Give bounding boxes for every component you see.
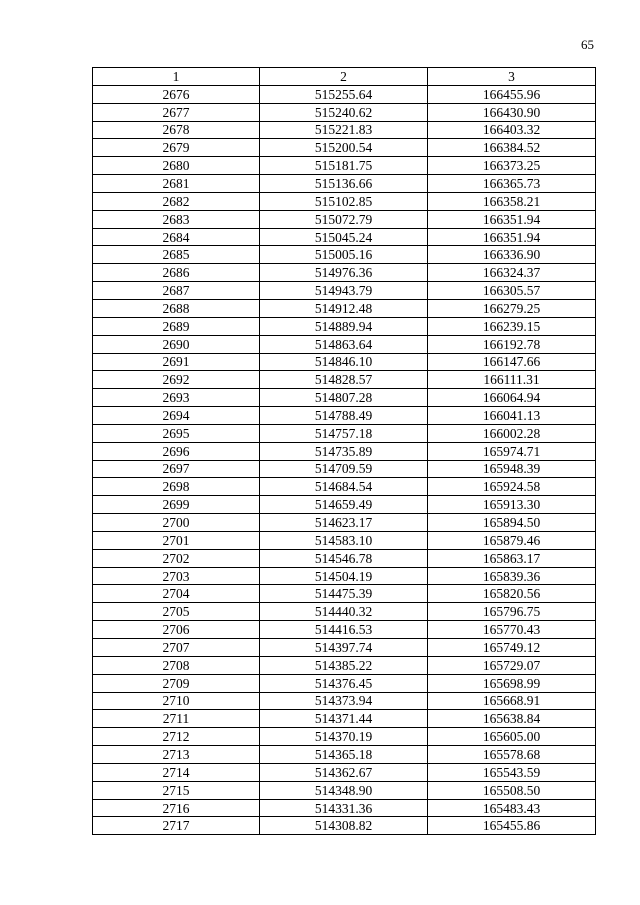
table-row — [93, 603, 596, 621]
x-coordinate-cell: 514362.67 — [260, 763, 428, 781]
y-coordinate-cell: 165913.30 — [428, 496, 596, 514]
y-coordinate-cell: 166351.94 — [428, 228, 596, 246]
table-row — [93, 264, 596, 282]
x-coordinate-cell: 514546.78 — [260, 549, 428, 567]
x-coordinate-cell: 514331.36 — [260, 799, 428, 817]
table-row — [93, 121, 596, 139]
table-header-row — [93, 68, 596, 86]
table-row — [93, 353, 596, 371]
table-row — [93, 103, 596, 121]
y-coordinate-cell: 165543.59 — [428, 763, 596, 781]
y-coordinate-cell: 165508.50 — [428, 781, 596, 799]
y-coordinate-cell: 165698.99 — [428, 674, 596, 692]
table-row — [93, 85, 596, 103]
x-coordinate-cell: 514735.89 — [260, 442, 428, 460]
x-coordinate-cell: 514912.48 — [260, 299, 428, 317]
y-coordinate-cell: 165863.17 — [428, 549, 596, 567]
x-coordinate-cell: 514365.18 — [260, 746, 428, 764]
point-number-cell: 2693 — [93, 389, 260, 407]
x-coordinate-cell: 514475.39 — [260, 585, 428, 603]
point-number-cell: 2692 — [93, 371, 260, 389]
point-number-cell: 2688 — [93, 299, 260, 317]
x-coordinate-cell: 514889.94 — [260, 317, 428, 335]
point-number-cell: 2681 — [93, 175, 260, 193]
point-number-cell: 2690 — [93, 335, 260, 353]
x-coordinate-cell: 514684.54 — [260, 478, 428, 496]
table-row — [93, 157, 596, 175]
x-coordinate-cell: 514863.64 — [260, 335, 428, 353]
page-number: 65 — [581, 37, 594, 52]
table-row — [93, 567, 596, 585]
table-row — [93, 728, 596, 746]
y-coordinate-cell: 165894.50 — [428, 514, 596, 532]
table-row — [93, 496, 596, 514]
x-coordinate-cell: 515005.16 — [260, 246, 428, 264]
x-coordinate-cell: 514976.36 — [260, 264, 428, 282]
point-number-cell: 2709 — [93, 674, 260, 692]
y-coordinate-cell: 165820.56 — [428, 585, 596, 603]
x-coordinate-cell: 515072.79 — [260, 210, 428, 228]
point-number-cell: 2713 — [93, 746, 260, 764]
table-row — [93, 656, 596, 674]
point-number-cell: 2677 — [93, 103, 260, 121]
x-coordinate-cell: 514370.19 — [260, 728, 428, 746]
y-coordinate-cell: 165729.07 — [428, 656, 596, 674]
table-row — [93, 781, 596, 799]
table-row — [93, 514, 596, 532]
table-row — [93, 799, 596, 817]
y-coordinate-cell: 165455.86 — [428, 817, 596, 835]
coordinates-table-container — [92, 67, 595, 835]
point-number-cell: 2705 — [93, 603, 260, 621]
point-number-cell: 2715 — [93, 781, 260, 799]
table-row — [93, 710, 596, 728]
y-coordinate-cell: 166305.57 — [428, 282, 596, 300]
x-coordinate-cell: 515200.54 — [260, 139, 428, 157]
x-coordinate-cell: 514709.59 — [260, 460, 428, 478]
table-body — [93, 85, 596, 834]
table-row — [93, 424, 596, 442]
x-coordinate-cell: 514308.82 — [260, 817, 428, 835]
table-row — [93, 407, 596, 425]
x-coordinate-cell: 514623.17 — [260, 514, 428, 532]
x-coordinate-cell: 514397.74 — [260, 639, 428, 657]
x-coordinate-cell: 514828.57 — [260, 371, 428, 389]
table-row — [93, 299, 596, 317]
point-number-cell: 2685 — [93, 246, 260, 264]
point-number-cell: 2697 — [93, 460, 260, 478]
table-row — [93, 210, 596, 228]
point-number-cell: 2711 — [93, 710, 260, 728]
table-row — [93, 371, 596, 389]
y-coordinate-cell: 166064.94 — [428, 389, 596, 407]
point-number-cell: 2712 — [93, 728, 260, 746]
point-number-cell: 2678 — [93, 121, 260, 139]
column-header-3: 3 — [428, 68, 596, 86]
table-row — [93, 282, 596, 300]
x-coordinate-cell: 515240.62 — [260, 103, 428, 121]
y-coordinate-cell: 166358.21 — [428, 192, 596, 210]
y-coordinate-cell: 165839.36 — [428, 567, 596, 585]
point-number-cell: 2704 — [93, 585, 260, 603]
y-coordinate-cell: 166365.73 — [428, 175, 596, 193]
point-number-cell: 2686 — [93, 264, 260, 282]
point-number-cell: 2680 — [93, 157, 260, 175]
table-row — [93, 746, 596, 764]
table-row — [93, 478, 596, 496]
x-coordinate-cell: 515181.75 — [260, 157, 428, 175]
table-row — [93, 442, 596, 460]
y-coordinate-cell: 166336.90 — [428, 246, 596, 264]
point-number-cell: 2687 — [93, 282, 260, 300]
point-number-cell: 2700 — [93, 514, 260, 532]
x-coordinate-cell: 514659.49 — [260, 496, 428, 514]
table-row — [93, 674, 596, 692]
x-coordinate-cell: 514385.22 — [260, 656, 428, 674]
y-coordinate-cell: 165924.58 — [428, 478, 596, 496]
point-number-cell: 2717 — [93, 817, 260, 835]
point-number-cell: 2708 — [93, 656, 260, 674]
y-coordinate-cell: 165879.46 — [428, 531, 596, 549]
x-coordinate-cell: 514373.94 — [260, 692, 428, 710]
y-coordinate-cell: 166002.28 — [428, 424, 596, 442]
point-number-cell: 2716 — [93, 799, 260, 817]
point-number-cell: 2689 — [93, 317, 260, 335]
point-number-cell: 2714 — [93, 763, 260, 781]
point-number-cell: 2701 — [93, 531, 260, 549]
x-coordinate-cell: 514376.45 — [260, 674, 428, 692]
y-coordinate-cell: 165578.68 — [428, 746, 596, 764]
table-row — [93, 246, 596, 264]
point-number-cell: 2679 — [93, 139, 260, 157]
x-coordinate-cell: 515045.24 — [260, 228, 428, 246]
table-row — [93, 228, 596, 246]
y-coordinate-cell: 165749.12 — [428, 639, 596, 657]
y-coordinate-cell: 166324.37 — [428, 264, 596, 282]
y-coordinate-cell: 166455.96 — [428, 85, 596, 103]
point-number-cell: 2702 — [93, 549, 260, 567]
x-coordinate-cell: 514943.79 — [260, 282, 428, 300]
y-coordinate-cell: 165483.43 — [428, 799, 596, 817]
point-number-cell: 2691 — [93, 353, 260, 371]
y-coordinate-cell: 166279.25 — [428, 299, 596, 317]
y-coordinate-cell: 165605.00 — [428, 728, 596, 746]
x-coordinate-cell: 514440.32 — [260, 603, 428, 621]
y-coordinate-cell: 166430.90 — [428, 103, 596, 121]
table-row — [93, 335, 596, 353]
y-coordinate-cell: 165668.91 — [428, 692, 596, 710]
y-coordinate-cell: 166147.66 — [428, 353, 596, 371]
point-number-cell: 2676 — [93, 85, 260, 103]
y-coordinate-cell: 166239.15 — [428, 317, 596, 335]
x-coordinate-cell: 515221.83 — [260, 121, 428, 139]
x-coordinate-cell: 514788.49 — [260, 407, 428, 425]
y-coordinate-cell: 165770.43 — [428, 621, 596, 639]
column-header-1: 1 — [93, 68, 260, 86]
y-coordinate-cell: 165638.84 — [428, 710, 596, 728]
x-coordinate-cell: 515255.64 — [260, 85, 428, 103]
x-coordinate-cell: 514757.18 — [260, 424, 428, 442]
point-number-cell: 2698 — [93, 478, 260, 496]
table-row — [93, 621, 596, 639]
column-header-2: 2 — [260, 68, 428, 86]
point-number-cell: 2706 — [93, 621, 260, 639]
y-coordinate-cell: 166192.78 — [428, 335, 596, 353]
table-row — [93, 192, 596, 210]
table-row — [93, 139, 596, 157]
table-row — [93, 817, 596, 835]
point-number-cell: 2696 — [93, 442, 260, 460]
table-row — [93, 549, 596, 567]
x-coordinate-cell: 515136.66 — [260, 175, 428, 193]
y-coordinate-cell: 165796.75 — [428, 603, 596, 621]
table-row — [93, 639, 596, 657]
point-number-cell: 2682 — [93, 192, 260, 210]
y-coordinate-cell: 166351.94 — [428, 210, 596, 228]
table-row — [93, 389, 596, 407]
point-number-cell: 2683 — [93, 210, 260, 228]
x-coordinate-cell: 514807.28 — [260, 389, 428, 407]
point-number-cell: 2694 — [93, 407, 260, 425]
point-number-cell: 2710 — [93, 692, 260, 710]
y-coordinate-cell: 166373.25 — [428, 157, 596, 175]
x-coordinate-cell: 515102.85 — [260, 192, 428, 210]
point-number-cell: 2695 — [93, 424, 260, 442]
x-coordinate-cell: 514504.19 — [260, 567, 428, 585]
x-coordinate-cell: 514583.10 — [260, 531, 428, 549]
table-row — [93, 763, 596, 781]
point-number-cell: 2707 — [93, 639, 260, 657]
point-number-cell: 2703 — [93, 567, 260, 585]
y-coordinate-cell: 166403.32 — [428, 121, 596, 139]
table-row — [93, 585, 596, 603]
y-coordinate-cell: 165948.39 — [428, 460, 596, 478]
y-coordinate-cell: 166384.52 — [428, 139, 596, 157]
point-number-cell: 2684 — [93, 228, 260, 246]
table-row — [93, 692, 596, 710]
x-coordinate-cell: 514371.44 — [260, 710, 428, 728]
y-coordinate-cell: 166111.31 — [428, 371, 596, 389]
x-coordinate-cell: 514348.90 — [260, 781, 428, 799]
table-row — [93, 175, 596, 193]
x-coordinate-cell: 514846.10 — [260, 353, 428, 371]
point-number-cell: 2699 — [93, 496, 260, 514]
table-row — [93, 531, 596, 549]
table-row — [93, 460, 596, 478]
y-coordinate-cell: 165974.71 — [428, 442, 596, 460]
y-coordinate-cell: 166041.13 — [428, 407, 596, 425]
coordinates-table — [92, 67, 596, 835]
x-coordinate-cell: 514416.53 — [260, 621, 428, 639]
table-row — [93, 317, 596, 335]
